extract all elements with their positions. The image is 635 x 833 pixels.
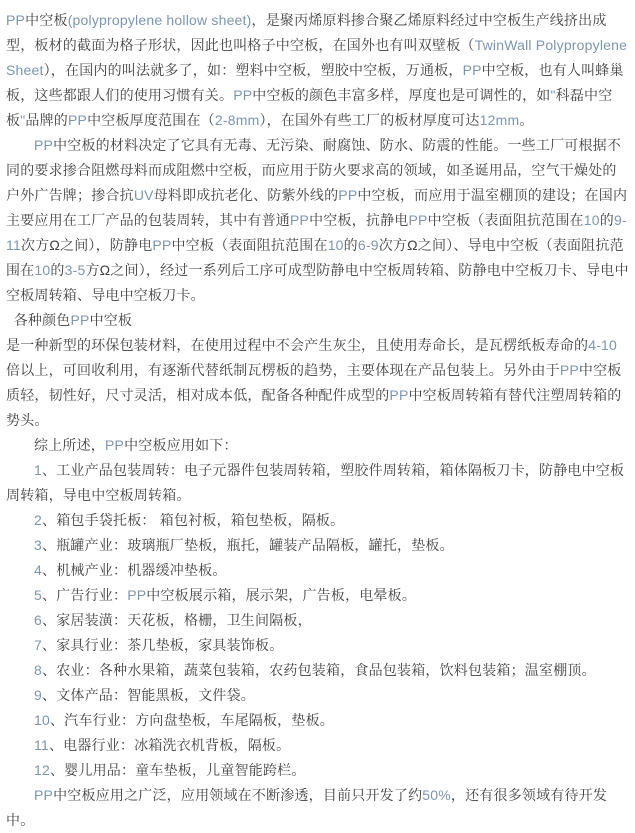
chinese-text-segment: 次方Ω之间）、导电中空板（表面阻抗范围在 bbox=[6, 237, 624, 278]
chinese-text-segment: 的 bbox=[343, 237, 358, 253]
chinese-text-segment: 是一种新型的环保包装材料，在使用过程中不会产生灰尘，且使用寿命长，是瓦楞纸板寿命的 bbox=[6, 337, 589, 353]
latin-text-segment: " bbox=[20, 112, 26, 128]
chinese-text-segment: 中空板，也有人叫蜂巢板，这些都跟人们的使用习惯有关。 bbox=[6, 62, 624, 103]
chinese-text-segment: 中空板（表面阻抗范围在 bbox=[171, 237, 328, 253]
chinese-text-segment: 、农业：各种水果箱，蔬菜包装箱，农药包装箱，食品包装箱，饮料包装箱；温室棚顶。 bbox=[42, 662, 596, 678]
latin-text-segment: 12 bbox=[34, 762, 50, 778]
chinese-text-segment: 、广告行业： bbox=[42, 587, 128, 603]
chinese-text-segment: 综上所述， bbox=[34, 437, 105, 453]
latin-text-segment: 12mm bbox=[479, 112, 520, 128]
chinese-text-segment: 、箱包手袋托板： 箱包衬板，箱包垫板，隔板。 bbox=[42, 512, 345, 528]
latin-text-segment: TwinWall Polypropylene Sheet bbox=[6, 37, 628, 78]
latin-text-segment: 4 bbox=[34, 562, 42, 578]
closing-paragraph bbox=[6, 783, 629, 833]
chinese-text-segment: 、汽车行业：方向盘垫板，车尾隔板，垫板。 bbox=[49, 712, 334, 728]
list-item-3 bbox=[6, 533, 629, 558]
chinese-text-segment: 中空板应用如下： bbox=[124, 437, 238, 453]
material-properties-paragraph bbox=[6, 133, 629, 308]
latin-text-segment: 11 bbox=[34, 737, 49, 753]
latin-text-segment: 1 bbox=[34, 462, 42, 478]
chinese-text-segment: 的 bbox=[599, 212, 614, 228]
eco-material-paragraph bbox=[6, 333, 629, 433]
chinese-text-segment: 次方Ω之间），防静电 bbox=[20, 237, 153, 253]
chinese-text-segment: 中空板的材料决定了它具有无毒、无污染、耐腐蚀、防水、防震的性能。一些工厂可根据不同的要求掺合阻燃母料而成阻燃中空板，而应用于防火要求高的领域，如圣诞用品，空气干燥处的户外广告牌；掺合抗 bbox=[6, 137, 622, 203]
latin-text-segment: 50% bbox=[422, 787, 451, 803]
chinese-text-segment: 各种颜色 bbox=[13, 312, 71, 328]
list-item-2 bbox=[6, 508, 629, 533]
chinese-text-segment: 中空板质轻，韧性好，尺寸灵活，相对成本低，配备各种配件成型的 bbox=[6, 362, 622, 403]
latin-text-segment: PP bbox=[462, 62, 482, 78]
chinese-text-segment: 倍以上，可回收利用，有逐渐代替纸制瓦楞板的趋势，主要体现在产品包装上。另外由于 bbox=[6, 362, 560, 378]
chinese-text-segment: 的 bbox=[50, 262, 65, 278]
list-item-10 bbox=[6, 708, 629, 733]
latin-text-segment: PP bbox=[67, 112, 88, 128]
chinese-text-segment: 、电器行业：冰箱洗衣机背板，隔板。 bbox=[48, 737, 291, 753]
latin-text-segment: 7 bbox=[34, 637, 42, 653]
latin-text-segment: PP bbox=[105, 437, 125, 453]
list-item-1 bbox=[6, 458, 629, 508]
chinese-text-segment: 、文体产品：智能黑板，文件袋。 bbox=[42, 687, 255, 703]
latin-text-segment: PP bbox=[127, 587, 147, 603]
latin-text-segment: 6-9 bbox=[357, 237, 379, 253]
chinese-text-segment: 、瓶罐产业：玻璃瓶厂垫板，瓶托，罐装产品隔板，罐托，垫板。 bbox=[42, 537, 454, 553]
chinese-text-segment: 、家居装潢：天花板，格栅，卫生间隔板， bbox=[42, 612, 312, 628]
chinese-text-segment: 中空板的颜色丰富多样，厚度也是可调性的，如 bbox=[252, 87, 551, 103]
latin-text-segment: PP bbox=[389, 387, 409, 403]
chinese-text-segment: 、家具行业：茶几垫板，家具装饰板。 bbox=[42, 637, 284, 653]
latin-text-segment: 5 bbox=[34, 587, 42, 603]
latin-text-segment: PP bbox=[559, 362, 579, 378]
chinese-text-segment: ，是聚丙烯原料掺合聚乙烯原料经过中空板生产线挤出成型，板材的截面为格子形状，因此也叫格子中空板，在国外也有叫双壁板（ bbox=[6, 12, 607, 53]
list-item-11 bbox=[6, 733, 629, 758]
latin-text-segment: 10 bbox=[327, 237, 344, 253]
chinese-text-segment: 品牌的 bbox=[25, 112, 68, 128]
latin-text-segment: PP bbox=[34, 137, 54, 153]
latin-text-segment: 6 bbox=[34, 612, 42, 628]
latin-text-segment: 2-8mm bbox=[214, 112, 260, 128]
chinese-text-segment: 、机械产业：机器缓冲垫板。 bbox=[42, 562, 227, 578]
latin-text-segment: " bbox=[550, 87, 556, 103]
latin-text-segment: PP bbox=[290, 212, 310, 228]
summary-lead-paragraph bbox=[6, 433, 629, 458]
list-item-7 bbox=[6, 633, 629, 658]
latin-text-segment: PP bbox=[152, 237, 172, 253]
chinese-text-segment: 。 bbox=[519, 112, 534, 128]
latin-text-segment: PP bbox=[408, 212, 428, 228]
chinese-text-segment: 中空板，而应用于温室棚顶的建设；在国内主要应用在工厂产品的包装周转，其中有普通 bbox=[6, 187, 628, 228]
chinese-text-segment: ），在国内的叫法就多了，如：塑料中空板，塑胶中空板，万通板， bbox=[43, 62, 463, 78]
chinese-text-segment: 、工业产品包装周转：电子元器件包装周转箱，塑胶件周转箱，箱体隔板刀卡，防静电中空板周转箱，导电中空板周转箱。 bbox=[6, 462, 625, 503]
latin-text-segment: 10 bbox=[583, 212, 600, 228]
latin-text-segment: (polypropylene hollow sheet) bbox=[67, 12, 252, 28]
latin-text-segment: 2 bbox=[34, 512, 42, 528]
latin-text-segment: PP bbox=[6, 12, 26, 28]
chinese-text-segment: 中空板 bbox=[89, 312, 133, 328]
latin-text-segment: 9 bbox=[34, 687, 42, 703]
chinese-text-segment: 科磊中空板 bbox=[6, 87, 613, 128]
list-item-12 bbox=[6, 758, 629, 783]
chinese-text-segment: 中空板应用之广泛，应用领域在不断渗透，目前只开发了约 bbox=[53, 787, 423, 803]
chinese-text-segment: 中空板周转箱有替代注塑周转箱的势头。 bbox=[6, 387, 622, 428]
chinese-text-segment: 方Ω之间），经过一系列后工序可成型防静电中空板周转箱、防静电中空板刀卡、导电中空板周转箱、导电中空板刀卡。 bbox=[6, 262, 629, 303]
latin-text-segment: 10 bbox=[34, 262, 51, 278]
latin-text-segment: PP bbox=[338, 187, 358, 203]
latin-text-segment: 9-11 bbox=[6, 212, 627, 253]
list-item-5 bbox=[6, 583, 629, 608]
chinese-text-segment: 中空板（表面阻抗范围在 bbox=[427, 212, 584, 228]
chinese-text-segment: 中空板 bbox=[25, 12, 68, 28]
chinese-text-segment: 中空板展示箱，展示架，广告板，电晕板。 bbox=[146, 587, 417, 603]
latin-text-segment: UV bbox=[133, 187, 154, 203]
chinese-text-segment: 、婴儿用品：童车垫板，儿童智能跨栏。 bbox=[49, 762, 306, 778]
chinese-text-segment: ），在国外有些工厂的板材厚度可达 bbox=[259, 112, 480, 128]
latin-text-segment: 8 bbox=[34, 662, 42, 678]
intro-paragraph bbox=[6, 8, 629, 133]
list-item-4 bbox=[6, 558, 629, 583]
color-section-heading bbox=[6, 308, 629, 333]
latin-text-segment: 3-5 bbox=[64, 262, 86, 278]
latin-text-segment: PP bbox=[34, 787, 54, 803]
latin-text-segment: PP bbox=[233, 87, 253, 103]
list-item-9 bbox=[6, 683, 629, 708]
chinese-text-segment: 母料即成抗老化、防紫外线的 bbox=[153, 187, 339, 203]
chinese-text-segment: 中空板厚度范围在（ bbox=[87, 112, 215, 128]
list-item-8 bbox=[6, 658, 629, 683]
latin-text-segment: 3 bbox=[34, 537, 42, 553]
latin-text-segment: 10 bbox=[34, 712, 50, 728]
chinese-text-segment: 中空板，抗静电 bbox=[309, 212, 409, 228]
latin-text-segment: 4-10 bbox=[588, 337, 618, 353]
chinese-text-segment: ，还有很多领域有待开发中。 bbox=[6, 787, 608, 828]
latin-text-segment: PP bbox=[70, 312, 90, 328]
list-item-6 bbox=[6, 608, 629, 633]
